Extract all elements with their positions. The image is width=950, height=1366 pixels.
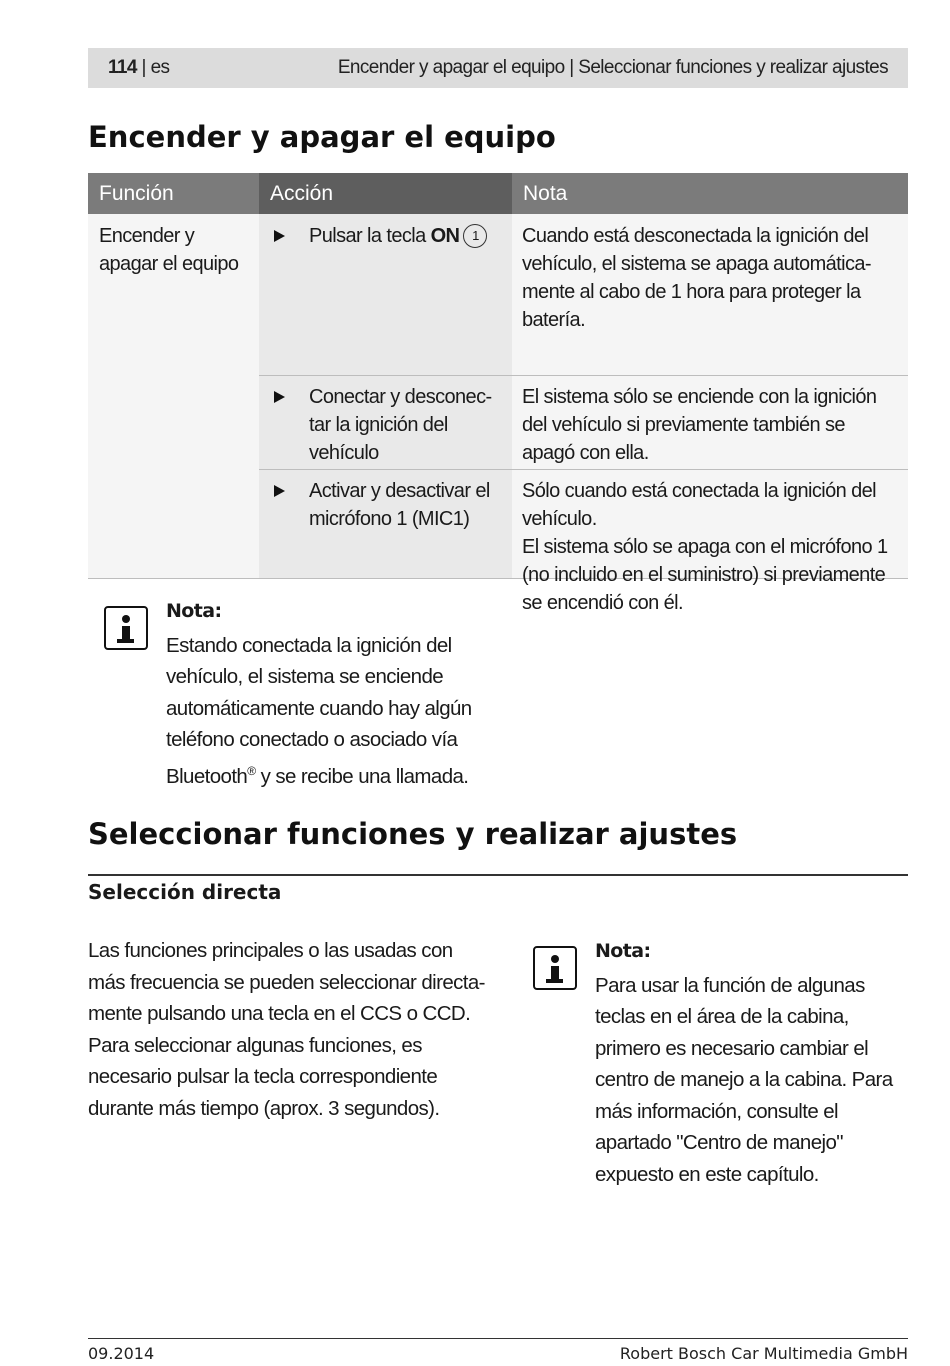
column-header-accion: Acción [259, 173, 512, 214]
table-row-3-action [274, 477, 504, 533]
row-divider [259, 375, 908, 376]
footer-date: 09.2014 [88, 1344, 155, 1363]
info-note-ignition [166, 596, 486, 792]
action-text: Pulsar la tecla [309, 225, 431, 247]
row-divider [259, 469, 908, 470]
table-row-3-note [522, 477, 902, 617]
table-row-1-note: Cuando está desconectada la ignición del vehículo, el sistema se apaga automática-mente al cabo de 1 hora para proteger la batería. [522, 225, 871, 331]
body-paragraph: Las funciones principales o las usadas con más frecuencia se pueden seleccionar directa-mente pulsando una tecla en el CCS o CCD. Para seleccionar algunas funciones, es necesario pulsar la tecla correspondiente durante más tiempo (aprox. 3 segundos). [88, 939, 485, 1120]
info-note-cabin [595, 936, 910, 1190]
action-text: Conectar y desconec-tar la ignición del vehículo [309, 386, 492, 464]
info-icon [533, 946, 577, 990]
section-divider [88, 874, 908, 876]
arrow-right-icon [274, 485, 285, 497]
header-language: es [150, 57, 170, 78]
subsection-title: Selección directa [88, 880, 282, 904]
column-header-funcion: Función [88, 173, 259, 214]
table-row-2-action [274, 383, 504, 467]
footer-divider [88, 1338, 908, 1339]
note-line: Sólo cuando está conectada la ignición del vehículo. [522, 480, 876, 530]
section-title-functions: Seleccionar funciones y realizar ajustes [88, 817, 738, 851]
arrow-right-icon [274, 230, 285, 242]
footer-company: Robert Bosch Car Multimedia GmbH [619, 1344, 908, 1363]
note-title: Nota: [595, 940, 651, 962]
function-table [88, 173, 908, 614]
header-separator: | [136, 57, 151, 78]
arrow-right-icon [274, 391, 285, 403]
callout-number-1: 1 [463, 224, 487, 248]
info-icon [104, 606, 148, 650]
note-text: Estando conectada la ignición del vehículo, el sistema se enciende automáticamente cuando hay algún teléfono conectado o asociado vía Bluetooth [166, 633, 472, 788]
registered-mark: ® [247, 763, 256, 778]
function-cell: Encender y apagar el equipo [99, 225, 239, 275]
section-title-power: Encender y apagar el equipo [88, 120, 556, 154]
key-on-label: ON [430, 225, 460, 247]
note-text: Para usar la función de algunas teclas en el área de la cabina, primero es necesario cambiar el centro de manejo a la cabina. Para más información, consulte el apartado "Centro de manejo" expuesto en este capítulo. [595, 973, 893, 1186]
table-row-1-action [274, 222, 504, 250]
running-header [88, 48, 908, 88]
table-header [88, 173, 908, 214]
table-row-2-note: El sistema sólo se enciende con la ignición del vehículo si previamente también se apagó con ella. [522, 386, 877, 464]
header-page-info [108, 57, 169, 79]
note-line: El sistema sólo se apaga con el micrófono 1 (no incluido en el suministro) si previamente se encendió con él. [522, 536, 888, 614]
note-text-end: y se recibe una llamada. [255, 764, 469, 788]
page-number: 114 [108, 57, 137, 78]
header-running-title: Encender y apagar el equipo | Seleccionar funciones y realizar ajustes [337, 57, 888, 78]
note-title: Nota: [166, 600, 222, 622]
column-header-nota: Nota [512, 173, 908, 214]
action-text: Activar y desactivar el micrófono 1 (MIC1) [309, 480, 490, 530]
